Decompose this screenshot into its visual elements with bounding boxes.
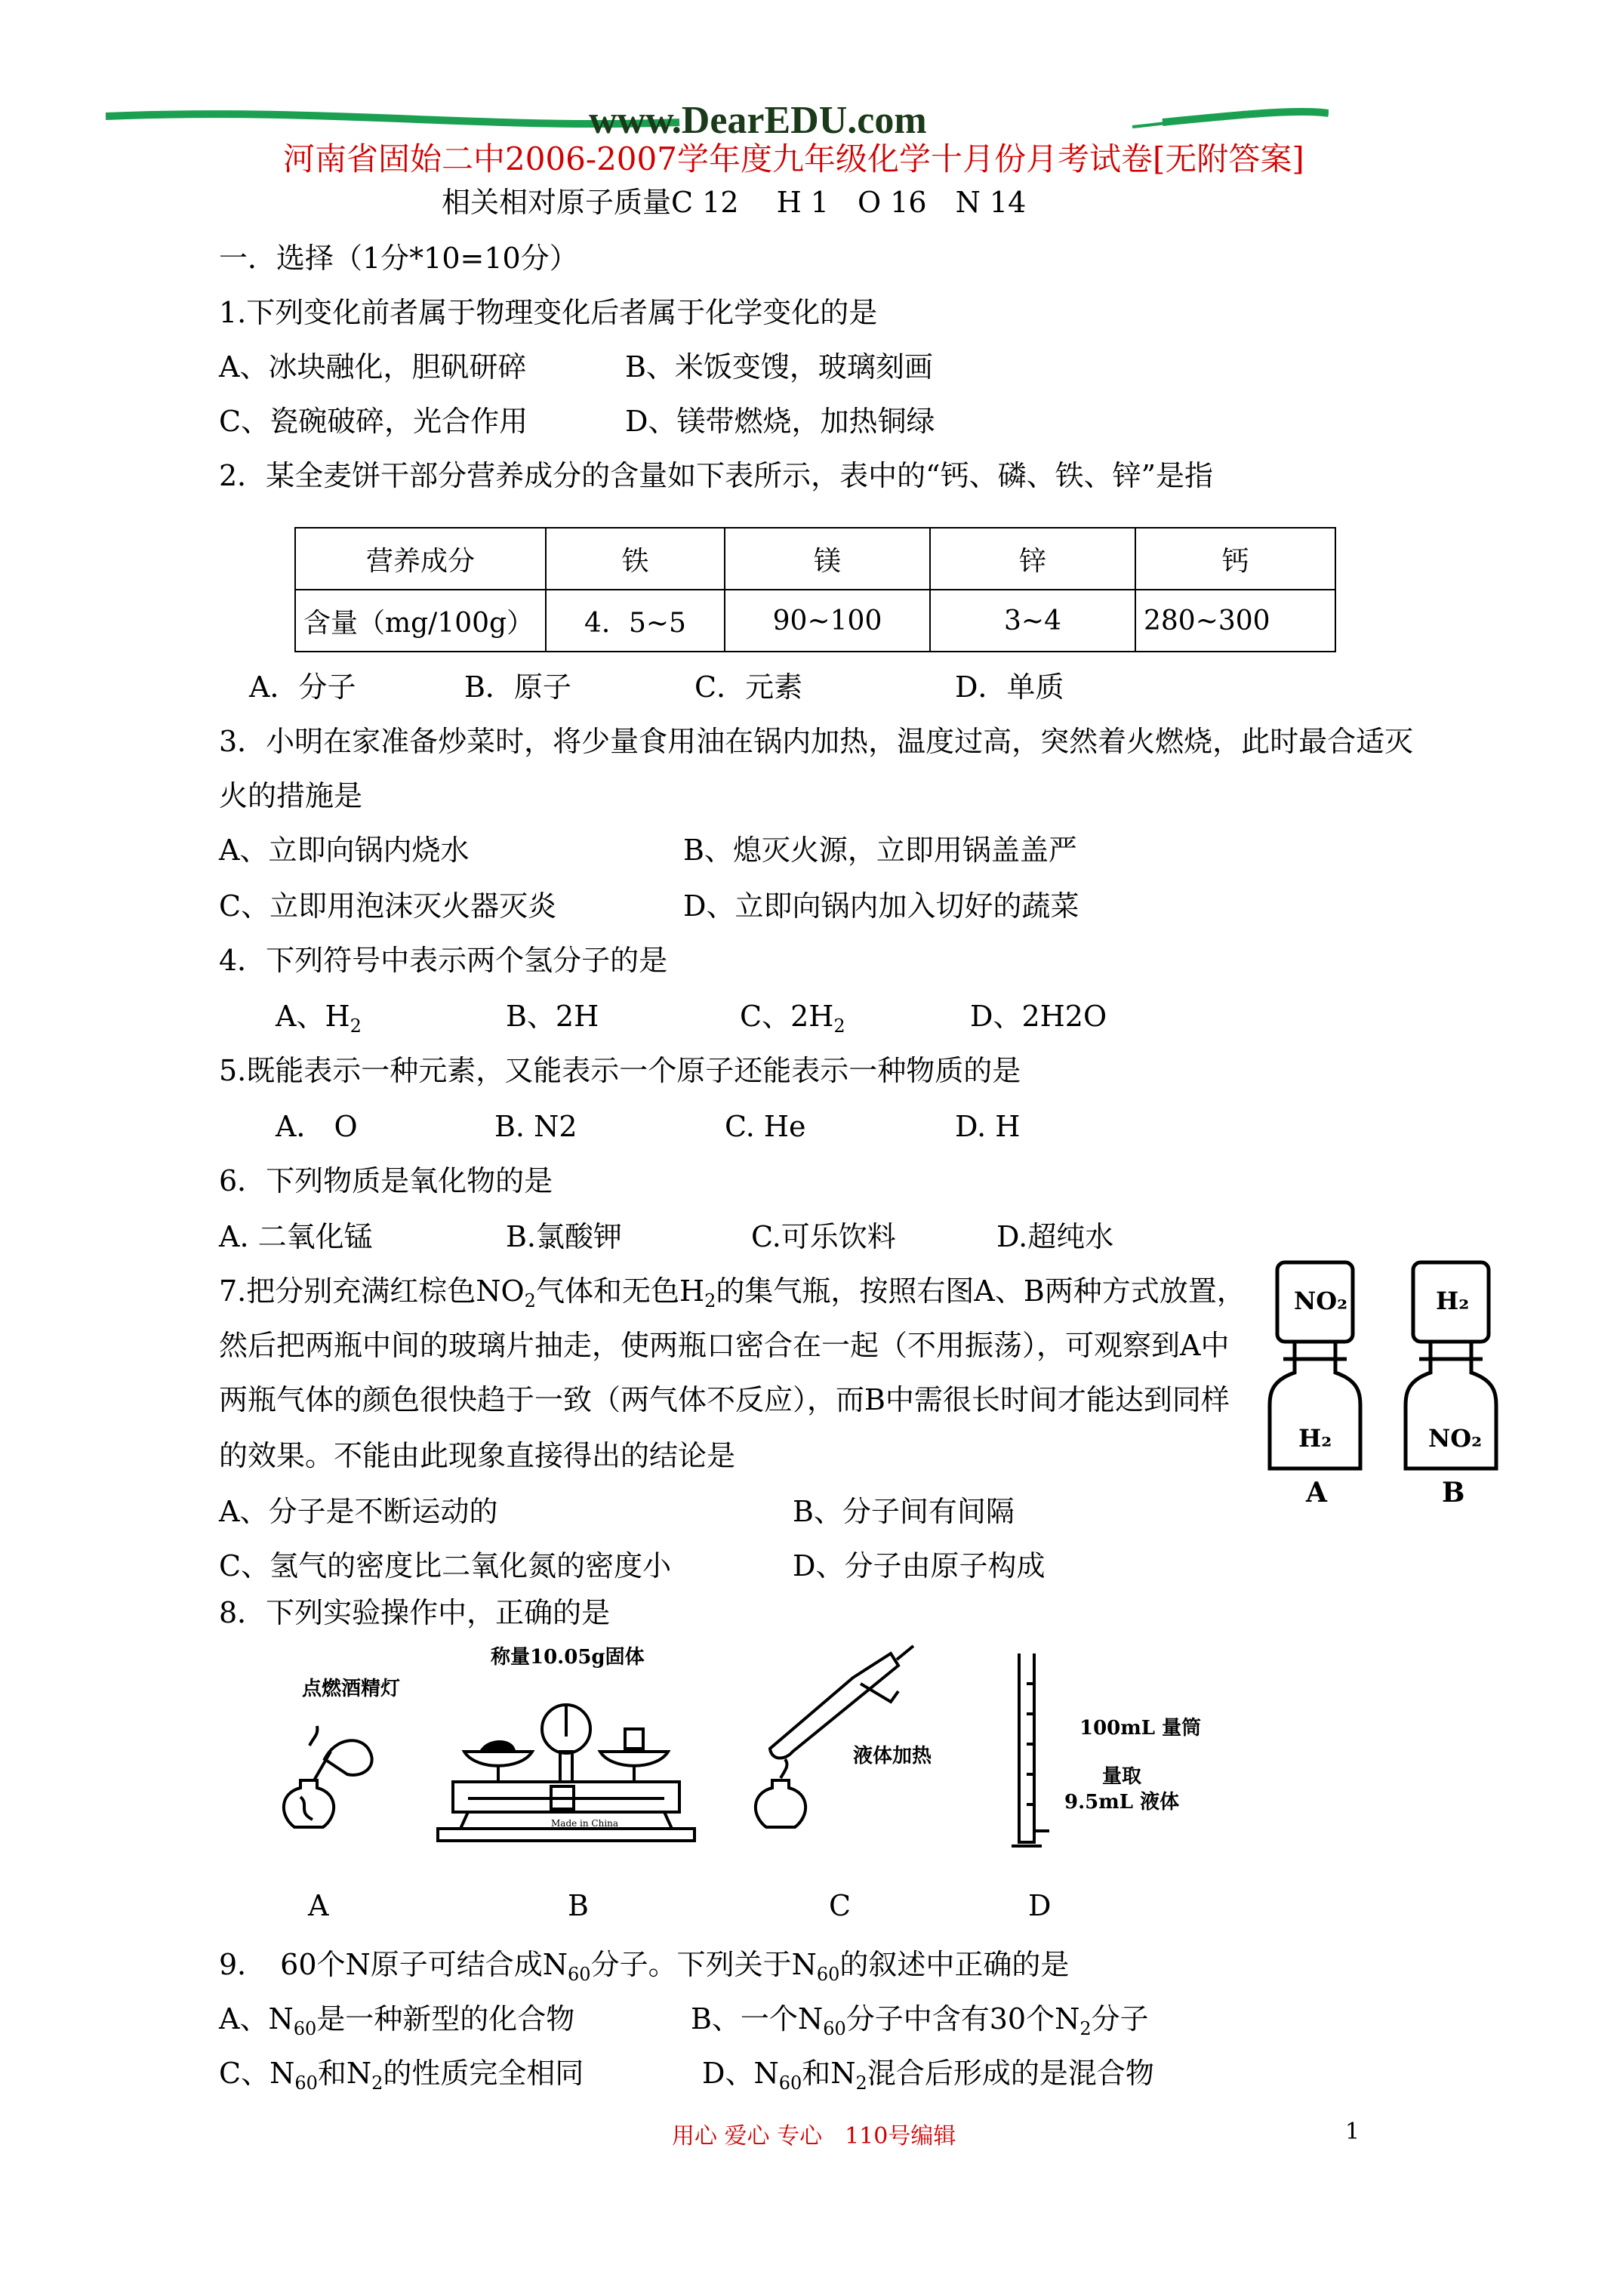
q8-label-d: D [1028, 1889, 1052, 1922]
q6-option-c: C.可乐饮料 [751, 1220, 896, 1253]
section-heading: 一．选择（1分*10=10分） [219, 242, 578, 275]
table-cell: 含量（mg/100g） [295, 590, 546, 652]
q5-option-d: D. H [955, 1110, 1021, 1143]
q9-option-d: D、$N_{60}$和$N_2$混合后形成的是混合物 [702, 2057, 1154, 2094]
table-header-row [295, 528, 1335, 590]
q7-option-b: B、分子间有间隔 [793, 1495, 1015, 1528]
q4-option-c: C、$2H_2$ [740, 1000, 845, 1037]
page-title: 河南省固始二中2006-2007学年度九年级化学十月份月考试卷[无附答案] [283, 140, 1304, 177]
q3-option-d: D、立即向锅内加入切好的蔬菜 [683, 889, 1079, 923]
gas-bottles-figure [1261, 1253, 1502, 1510]
table-header: 营养成分 [295, 528, 546, 590]
q6-option-b: B.氯酸钾 [506, 1220, 623, 1253]
q6-option-a: A. 二氧化锰 [219, 1220, 373, 1253]
caption-a: 点燃酒精灯 [302, 1678, 401, 1700]
q4-option-a: A、$H_2$ [276, 1000, 362, 1037]
bottle-b-top-label: H₂ [1436, 1287, 1470, 1315]
bottle-a-bottom-label: H₂ [1298, 1424, 1332, 1453]
q3-option-b: B、熄灭火源，立即用锅盖盖严 [683, 834, 1077, 867]
bottle-a-top-label: NO₂ [1294, 1287, 1348, 1315]
q9-stem: 9． 60个N原子可结合成$N_{60}$分子。下列关于$N_{60}$的叙述中正确的是 [219, 1948, 1070, 1985]
q2-stem: 2．某全麦饼干部分营养成分的含量如下表所示，表中的“钙、磷、铁、锌”是指 [219, 459, 1214, 492]
q2-option-d: D．单质 [955, 670, 1064, 704]
q9-option-c: C、$N_{60}$和$N_2$的性质完全相同 [219, 2057, 584, 2094]
figure-label-b: B [1442, 1477, 1465, 1509]
table-header: 钙 [1135, 528, 1335, 590]
table-header: 镁 [725, 528, 930, 590]
q2-option-a: A．分子 [249, 670, 356, 704]
lab-operations-figure [264, 1638, 1246, 1865]
table-cell: 280~300 [1135, 590, 1335, 652]
q4-option-d: D、2H2O [970, 1000, 1107, 1033]
q1-option-c: C、瓷碗破碎，光合作用 [219, 405, 528, 438]
figure-label-a: A [1306, 1477, 1327, 1509]
caption-d2: 量取 [1102, 1765, 1142, 1788]
q1-option-d: D、镁带燃烧，加热铜绿 [625, 405, 935, 438]
caption-d3: 9.5mL 液体 [1064, 1791, 1180, 1814]
q9-option-b: B、一个$N_{60}$分子中含有30个$N_2$分子 [691, 2002, 1149, 2039]
table-row [295, 590, 1335, 652]
caption-b: 称量10.05g固体 [491, 1646, 645, 1669]
q7-stem-line2: 然后把两瓶中间的玻璃片抽走，使两瓶口密合在一起（不用振荡），可观察到A中 [219, 1329, 1230, 1362]
nutrition-table [294, 527, 1336, 652]
q8-label-b: B [568, 1889, 589, 1922]
q3-stem-line2: 火的措施是 [219, 779, 363, 812]
table-header: 铁 [546, 528, 725, 590]
q9-option-a: A、$N_{60}$是一种新型的化合物 [219, 2002, 575, 2039]
atomic-masses: 相关相对原子质量C 12 H 1 O 16 N 14 [442, 186, 1027, 219]
q3-stem-line1: 3．小明在家准备炒菜时，将少量食用油在锅内加热，温度过高，突然着火燃烧，此时最合适灭 [219, 725, 1414, 758]
q3-option-c: C、立即用泡沫灭火器灭炎 [219, 889, 557, 923]
q5-option-b: B. N2 [494, 1110, 577, 1143]
caption-d1: 100mL 量筒 [1079, 1717, 1202, 1740]
q1-stem: 1.下列变化前者属于物理变化后者属于化学变化的是 [219, 296, 878, 329]
q4-stem: 4．下列符号中表示两个氢分子的是 [219, 944, 668, 977]
q2-option-c: C．元素 [694, 670, 803, 704]
q5-option-c: C. He [725, 1110, 806, 1143]
q8-stem: 8．下列实验操作中，正确的是 [219, 1596, 611, 1629]
q5-stem: 5.既能表示一种元素，又能表示一个原子还能表示一种物质的是 [219, 1054, 1021, 1087]
bottle-b-bottom-label: NO₂ [1428, 1424, 1483, 1453]
balance-made-in: Made in China [551, 1818, 619, 1829]
q8-label-a: A [308, 1889, 329, 1922]
q2-option-b: B．原子 [464, 670, 571, 704]
q7-option-c: C、氢气的密度比二氧化氮的密度小 [219, 1549, 672, 1583]
table-cell: 90~100 [725, 590, 930, 652]
q6-option-d: D.超纯水 [996, 1220, 1114, 1253]
q5-option-a: A． O [276, 1110, 358, 1143]
q7-option-a: A、分子是不断运动的 [219, 1495, 498, 1528]
table-header: 锌 [930, 528, 1135, 590]
q1-option-b: B、米饭变馊，玻璃刻画 [625, 350, 933, 384]
q7-option-d: D、分子由原子构成 [793, 1549, 1046, 1583]
footer-text: 用心 爱心 专心 110号编辑 [672, 2123, 956, 2150]
q7-stem-line4: 的效果。不能由此现象直接得出的结论是 [219, 1439, 736, 1472]
page-number: 1 [1345, 2119, 1360, 2145]
caption-c: 液体加热 [853, 1745, 932, 1767]
table-cell: 3~4 [930, 590, 1135, 652]
q7-stem-line1: 7.把分别充满红棕色$NO_2$气体和无色$H_2$的集气瓶，按照右图A、B两种方式放置， [219, 1274, 1246, 1311]
q6-stem: 6．下列物质是氧化物的是 [219, 1164, 553, 1197]
site-logo: www.DearEDU.com [589, 99, 927, 142]
q7-stem-line3: 两瓶气体的颜色很快趋于一致（两气体不反应），而B中需很长时间才能达到同样 [219, 1383, 1230, 1416]
table-cell: 4．5~5 [546, 590, 725, 652]
q1-option-a: A、冰块融化，胆矾研碎 [219, 350, 527, 384]
q8-label-c: C [829, 1889, 852, 1922]
q3-option-a: A、立即向锅内烧水 [219, 834, 470, 867]
q4-option-b: B、2H [506, 1000, 599, 1033]
